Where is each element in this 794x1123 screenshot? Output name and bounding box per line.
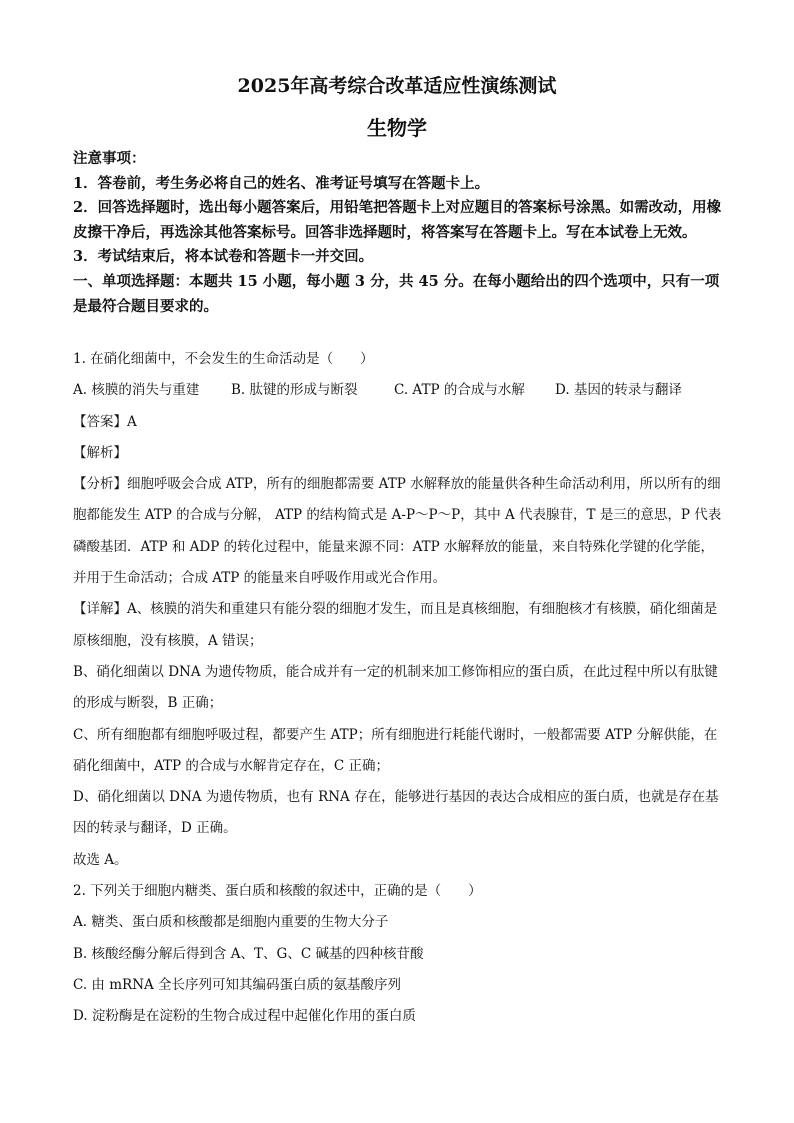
exam-notes	[73, 147, 723, 319]
q2-option-b: B. 核酸经酶分解后得到含 A、T、G、C 碱基的四种核苷酸	[73, 945, 424, 962]
note-item-2: 2．回答选择题时，选出每小题答案后，用铅笔把答题卡上对应题目的答案标号涂黑。如需改动，用橡皮擦干净后，再选涂其他答案标号。回答非选择题时，将答案写在答题卡上。写在本试卷上无效。	[73, 199, 722, 241]
q1-analysis: 【分析】细胞呼吸会合成 ATP，所有的细胞都需要 ATP 水解释放的能量供各种生命活动利用，所以所有的细胞都能发生 ATP 的合成与分解， ATP 的结构简式是 A-P～P～P，其中 A 代表腺苷，T 是三的意思，P 代表磷酸基团．ATP 和 ADP 的转化过程中，能量来源不同：ATP 水解释放的能量，来自特殊化学键的化学能，并用于生命活动；合成 ATP 的能量来自呼吸作用或光合作用。	[73, 476, 722, 587]
notes-heading: 注意事项：	[73, 150, 146, 167]
q2-option-c: C. 由 mRNA 全长序列可知其编码蛋白质的氨基酸序列	[73, 976, 402, 993]
q1-option-c: C. ATP 的合成与水解	[394, 382, 525, 399]
q2-option-a: A. 糖类、蛋白质和核酸都是细胞内重要的生物大分子	[73, 914, 389, 931]
q1-conclusion: 故选 A。	[73, 851, 128, 868]
q1-stem: 1. 在硝化细菌中，不会发生的生命活动是（ ）	[73, 351, 374, 367]
note-item-3: 3．考试结束后，将本试卷和答题卡一并交回。	[73, 248, 374, 266]
question-content	[73, 344, 723, 1033]
exam-title: 2025年高考综合改革适应性演练测试	[237, 75, 557, 97]
q2-stem: 2. 下列关于细胞内糖类、蛋白质和核酸的叙述中，正确的是（ ）	[73, 883, 482, 900]
q1-detail-c: C、所有细胞都有细胞呼吸过程，都要产生 ATP；所有细胞进行耗能代谢时，一般都需要 ATP 分解供能，在硝化细菌中，ATP 的合成与水解肯定存在，C 正确；	[73, 726, 718, 774]
subject-title: 生物学	[367, 116, 427, 140]
section-heading: 一、单项选择题：本题共 15 小题，每小题 3 分，共 45 分。在每小题给出的四个选项中，只有一项是最符合题目要求的。	[73, 272, 720, 315]
q1-detail-b: B、硝化细菌以 DNA 为遗传物质，能合成并有一定的机制来加工修饰相应的蛋白质，在此过程中所以有肽键的形成与断裂，B 正确；	[73, 663, 718, 712]
q1-option-a: A. 核膜的消失与重建	[73, 382, 200, 399]
q1-analysis-label: 【解析】	[73, 444, 127, 461]
q1-answer: 【答案】A	[73, 413, 137, 430]
q1-detail-d: D、硝化细菌以 DNA 为遗传物质，也有 RNA 存在，能够进行基因的表达合成相应的蛋白质，也就是存在基因的转录与翻译，D 正确。	[73, 789, 719, 837]
q1-option-d: D. 基因的转录与翻译	[555, 382, 682, 399]
q2-option-d: D. 淀粉酶是在淀粉的生物合成过程中起催化作用的蛋白质	[73, 1008, 416, 1025]
note-item-1: 1．答卷前，考生务必将自己的姓名、准考证号填写在答题卡上。	[73, 174, 490, 192]
q1-options	[73, 375, 723, 406]
q1-option-b: B. 肽键的形成与断裂	[231, 382, 358, 399]
q1-detail-a: 【详解】A、核膜的消失和重建只有能分裂的细胞才发生，而且是真核细胞，有细胞核才有核膜，硝化细菌是原核细胞，没有核膜，A 错误；	[73, 601, 718, 649]
